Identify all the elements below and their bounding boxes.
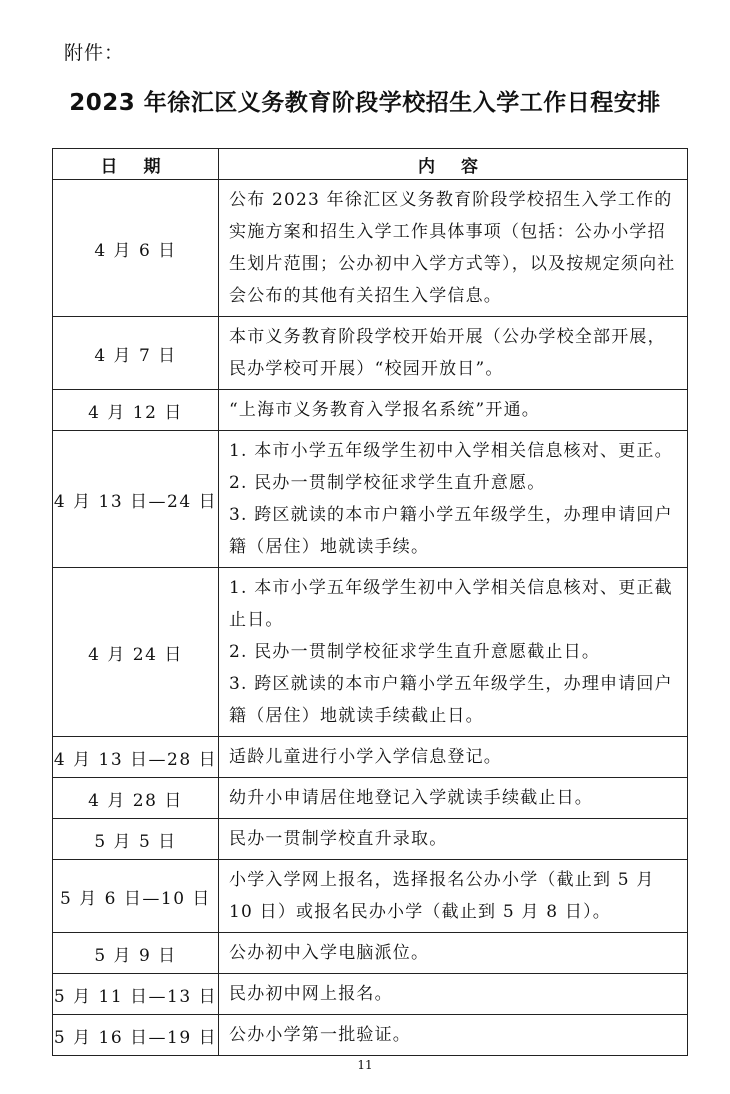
table-row	[53, 180, 688, 317]
content-item: 2. 民办一贯制学校征求学生直升意愿。	[229, 473, 546, 493]
content-item: “上海市义务教育入学报名系统”开通。	[229, 400, 540, 420]
content-item: 3. 跨区就读的本市户籍小学五年级学生，办理申请回户籍（居住）地就读手续截止日。	[229, 674, 673, 726]
content-item: 2. 民办一贯制学校征求学生直升意愿截止日。	[229, 642, 601, 662]
page-number: 11	[357, 1058, 373, 1072]
document-title: 2023 年徐汇区义务教育阶段学校招生入学工作日程安排	[69, 90, 661, 116]
row-date: 5 月 11 日—13 日	[53, 974, 219, 1015]
row-date: 4 月 13 日—28 日	[53, 737, 219, 778]
content-item: 3. 跨区就读的本市户籍小学五年级学生，办理申请回户籍（居住）地就读手续。	[229, 505, 673, 557]
row-date: 5 月 9 日	[53, 933, 219, 974]
content-item: 民办初中网上报名。	[229, 984, 393, 1004]
row-content	[219, 933, 688, 974]
row-content	[219, 317, 688, 390]
content-item: 本市义务教育阶段学校开始开展（公办学校全部开展，民办学校可开展）“校园开放日”。	[229, 327, 666, 379]
content-item: 民办一贯制学校直升录取。	[229, 829, 448, 849]
row-date: 4 月 6 日	[53, 180, 219, 317]
row-content	[219, 974, 688, 1015]
content-item: 公布 2023 年徐汇区义务教育阶段学校招生入学工作的实施方案和招生入学工作具体事项（包括：公办小学招生划片范围；公办初中入学方式等），以及按规定须向社会公布的其他有关招生入学信息。	[229, 190, 676, 306]
row-date: 5 月 16 日—19 日	[53, 1015, 219, 1056]
content-item: 幼升小申请居住地登记入学就读手续截止日。	[229, 788, 593, 808]
table-row	[53, 974, 688, 1015]
row-date: 5 月 5 日	[53, 819, 219, 860]
row-date: 4 月 24 日	[53, 568, 219, 737]
schedule-table	[52, 148, 688, 1056]
content-item: 1. 本市小学五年级学生初中入学相关信息核对、更正截止日。	[229, 578, 673, 630]
table-row	[53, 860, 688, 933]
content-item: 公办初中入学电脑派位。	[229, 943, 430, 963]
row-date: 4 月 7 日	[53, 317, 219, 390]
row-content	[219, 737, 688, 778]
content-item: 1. 本市小学五年级学生初中入学相关信息核对、更正。	[229, 441, 673, 461]
table-row	[53, 819, 688, 860]
content-item: 小学入学网上报名，选择报名公办小学（截止到 5 月 10 日）或报名民办小学（截止到 5 月 8 日）。	[229, 870, 655, 922]
row-content	[219, 860, 688, 933]
row-content	[219, 778, 688, 819]
table-row	[53, 1015, 688, 1056]
table-row	[53, 431, 688, 568]
table-row	[53, 568, 688, 737]
attachment-label: 附件：	[64, 42, 125, 64]
table-row	[53, 317, 688, 390]
row-content	[219, 819, 688, 860]
header-content: 内 容	[219, 149, 688, 180]
row-date: 4 月 28 日	[53, 778, 219, 819]
row-content	[219, 431, 688, 568]
content-item: 适龄儿童进行小学入学信息登记。	[229, 747, 502, 767]
row-content	[219, 1015, 688, 1056]
row-date: 4 月 13 日—24 日	[53, 431, 219, 568]
row-date: 5 月 6 日—10 日	[53, 860, 219, 933]
row-content	[219, 180, 688, 317]
table-header-row	[53, 149, 688, 180]
content-item: 公办小学第一批验证。	[229, 1025, 411, 1045]
table-row	[53, 737, 688, 778]
row-content	[219, 568, 688, 737]
table-row	[53, 390, 688, 431]
row-date: 4 月 12 日	[53, 390, 219, 431]
header-date: 日 期	[53, 149, 219, 180]
table-row	[53, 778, 688, 819]
row-content	[219, 390, 688, 431]
table-row	[53, 933, 688, 974]
